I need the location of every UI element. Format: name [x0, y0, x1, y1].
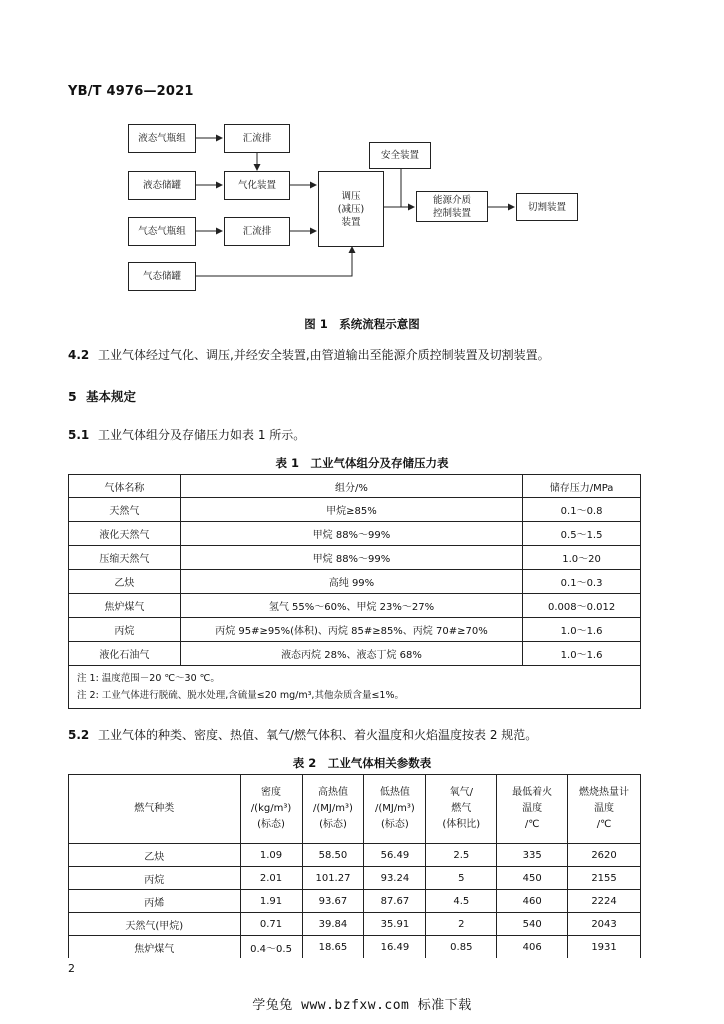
cell: 93.24 — [364, 867, 426, 890]
cell: 0.71 — [240, 913, 302, 936]
cell: 450 — [497, 867, 568, 890]
header-line: 燃气种类 — [134, 803, 175, 814]
clause-number: 4.2 — [68, 348, 90, 362]
regulator-label-3: 装置 — [341, 216, 361, 228]
section-number: 5 — [68, 389, 77, 404]
section-title: 基本规定 — [86, 389, 137, 404]
cell: 氢气 55%～60%、甲烷 23%～27% — [180, 594, 522, 618]
cell: 0.1～0.8 — [523, 498, 641, 522]
standard-code: YB/T 4976—2021 — [68, 84, 194, 99]
system-flowchart — [0, 0, 724, 300]
cell: 0.008～0.012 — [523, 594, 641, 618]
box-manifold-2: 汇流排 — [224, 217, 290, 246]
control-label-2: 控制装置 — [432, 207, 471, 219]
cell: 406 — [497, 936, 568, 959]
header-cell — [497, 775, 568, 844]
cell: 丙烷 95#≥95%(体积)、丙烷 85#≥85%、丙烷 70#≥70% — [180, 618, 522, 642]
cell: 1.0～1.6 — [523, 642, 641, 666]
header-cell — [364, 775, 426, 844]
cell: 2.5 — [426, 844, 497, 867]
box-liquid-cylinders: 液态气瓶组 — [128, 124, 196, 153]
table-1-caption: 表 1 工业气体组分及存储压力表 — [275, 456, 449, 470]
header-cell: 气体名称 — [69, 475, 181, 498]
cell: 5 — [426, 867, 497, 890]
box-gas-tank: 气态储罐 — [128, 262, 196, 291]
header-cell: 组分/% — [180, 475, 522, 498]
cell: 液化石油气 — [69, 642, 181, 666]
header-line: 低热值 — [379, 787, 410, 798]
cell: 93.67 — [302, 890, 364, 913]
box-vaporizer: 气化装置 — [224, 171, 290, 200]
box-liquid-tank: 液态储罐 — [128, 171, 196, 200]
cell: 甲烷 88%～99% — [180, 522, 522, 546]
regulator-label-2: (减压) — [337, 203, 365, 215]
cell: 1.0～1.6 — [523, 618, 641, 642]
cell: 101.27 — [302, 867, 364, 890]
cell: 甲烷≥85% — [180, 498, 522, 522]
cell: 39.84 — [302, 913, 364, 936]
cell: 液态丙烷 28%、液态丁烷 68% — [180, 642, 522, 666]
cell: 乙炔 — [69, 844, 241, 867]
cell: 18.65 — [302, 936, 364, 959]
table-notes — [69, 666, 641, 709]
table-row — [69, 844, 641, 867]
cell: 2224 — [568, 890, 641, 913]
header-cell — [426, 775, 497, 844]
figure-1-caption: 图 1 系统流程示意图 — [304, 317, 420, 331]
table-header-row — [69, 475, 641, 498]
cell: 压缩天然气 — [69, 546, 181, 570]
cell: 335 — [497, 844, 568, 867]
header-cell — [568, 775, 641, 844]
cell: 540 — [497, 913, 568, 936]
header-line: 燃烧热量计 — [579, 787, 630, 798]
flowchart-connectors — [0, 0, 724, 300]
cell: 丙烷 — [69, 618, 181, 642]
box-manifold-1: 汇流排 — [224, 124, 290, 153]
cell: 87.67 — [364, 890, 426, 913]
cell: 56.49 — [364, 844, 426, 867]
header-line: /(MJ/m³) — [313, 803, 353, 814]
paragraph-5-1 — [68, 427, 305, 443]
header-line: 燃气 — [451, 803, 472, 814]
cell: 58.50 — [302, 844, 364, 867]
header-line: (标态) — [257, 819, 285, 830]
clause-text: 工业气体组分及存储压力如表 1 所示。 — [98, 428, 306, 442]
paragraph-5-2 — [68, 727, 537, 743]
header-line: /℃ — [596, 819, 612, 830]
cell: 0.4～0.5 — [240, 936, 302, 959]
table-notes-row — [69, 666, 641, 709]
cell: 2043 — [568, 913, 641, 936]
cell: 460 — [497, 890, 568, 913]
table-row — [69, 618, 641, 642]
cell: 35.91 — [364, 913, 426, 936]
note-2: 注 2: 工业气体进行脱硫、脱水处理,含硫量≤20 mg/m³,其他杂质含量≤1%。 — [77, 690, 404, 701]
header-line: 高热值 — [317, 787, 348, 798]
table-row — [69, 936, 641, 959]
cell: 丙烯 — [69, 890, 241, 913]
header-line: /℃ — [524, 819, 540, 830]
header-cell — [69, 775, 241, 844]
cell: 2 — [426, 913, 497, 936]
cell: 0.1～0.3 — [523, 570, 641, 594]
cell: 1.09 — [240, 844, 302, 867]
page-number: 2 — [68, 962, 75, 975]
clause-text: 工业气体的种类、密度、热值、氧气/燃气体积、着火温度和火焰温度按表 2 规范。 — [98, 728, 538, 742]
header-line: 温度 — [522, 803, 543, 814]
header-line: 温度 — [594, 803, 615, 814]
box-regulator — [318, 171, 384, 247]
header-line: 密度 — [261, 787, 282, 798]
cell: 1.0～20 — [523, 546, 641, 570]
clause-number: 5.1 — [68, 428, 90, 442]
header-line: /(kg/m³) — [250, 803, 292, 814]
regulator-label-1: 调压 — [341, 190, 361, 202]
header-cell — [240, 775, 302, 844]
table-row — [69, 546, 641, 570]
table-row — [69, 498, 641, 522]
table-row — [69, 913, 641, 936]
cell: 0.5～1.5 — [523, 522, 641, 546]
table-row — [69, 570, 641, 594]
box-safety: 安全装置 — [369, 142, 431, 169]
header-line: (体积比) — [442, 819, 481, 830]
header-line: 氧气/ — [449, 787, 473, 798]
cell: 1931 — [568, 936, 641, 959]
footer-watermark: 学兔兔 www.bzfxw.com 标准下载 — [252, 998, 472, 1013]
cell: 焦炉煤气 — [69, 936, 241, 959]
table-row — [69, 890, 641, 913]
box-control — [416, 191, 488, 222]
header-line: /(MJ/m³) — [374, 803, 415, 814]
cell: 天然气 — [69, 498, 181, 522]
cell: 2620 — [568, 844, 641, 867]
cell: 丙烷 — [69, 867, 241, 890]
table-row — [69, 642, 641, 666]
header-cell — [302, 775, 364, 844]
header-line: (标态) — [381, 819, 409, 830]
cell: 焦炉煤气 — [69, 594, 181, 618]
cell: 16.49 — [364, 936, 426, 959]
box-gas-cylinders: 气态气瓶组 — [128, 217, 196, 246]
cell: 4.5 — [426, 890, 497, 913]
table-1 — [68, 474, 641, 709]
table-2-caption: 表 2 工业气体相关参数表 — [292, 756, 432, 770]
table-row — [69, 594, 641, 618]
cell: 甲烷 88%～99% — [180, 546, 522, 570]
clause-text: 工业气体经过气化、调压,并经安全装置,由管道输出至能源介质控制装置及切割装置。 — [98, 348, 550, 362]
table-row — [69, 867, 641, 890]
cell: 1.91 — [240, 890, 302, 913]
header-line: 最低着火 — [512, 787, 553, 798]
control-label-1: 能源介质 — [432, 194, 471, 206]
cell: 2155 — [568, 867, 641, 890]
cell: 高纯 99% — [180, 570, 522, 594]
table-2 — [68, 774, 641, 958]
cell: 液化天然气 — [69, 522, 181, 546]
cell: 0.85 — [426, 936, 497, 959]
header-line: (标态) — [319, 819, 347, 830]
note-1: 注 1: 温度范围－20 ℃～30 ℃。 — [77, 673, 220, 684]
cell: 乙炔 — [69, 570, 181, 594]
table-header-row — [69, 775, 641, 844]
header-cell: 储存压力/MPa — [523, 475, 641, 498]
cell: 2.01 — [240, 867, 302, 890]
section-5-heading — [68, 387, 136, 405]
cell: 天然气(甲烷) — [69, 913, 241, 936]
clause-number: 5.2 — [68, 728, 90, 742]
paragraph-4-2 — [68, 347, 550, 363]
box-cutting: 切割装置 — [516, 193, 578, 221]
arrow-gastank-to-regulator — [196, 247, 352, 276]
table-row — [69, 522, 641, 546]
